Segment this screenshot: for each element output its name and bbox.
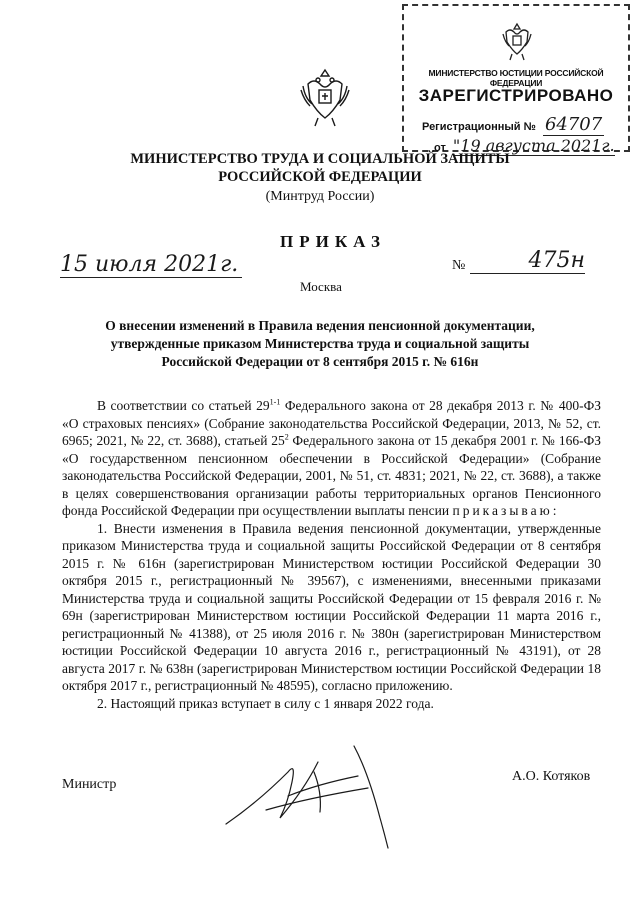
signature-position: Министр	[62, 777, 117, 792]
subject-line2: утвержденные приказом Министерства труда и социальной защиты	[110, 336, 530, 351]
ministry-line2: РОССИЙСКОЙ ФЕДЕРАЦИИ	[218, 169, 422, 185]
stamp-registered-label: ЗАРЕГИСТРИРОВАНО	[418, 86, 614, 105]
subject-line3: Российской Федерации от 8 сентября 2015 г. № 616н	[161, 354, 479, 369]
order-number-label: №	[452, 258, 466, 273]
ministry-short: (Минтруд России)	[265, 189, 375, 204]
coat-of-arms-icon	[500, 20, 534, 62]
stamp-number-row	[404, 114, 628, 135]
order-date: 15 июля 2021г.	[60, 252, 242, 278]
order-body	[62, 397, 601, 712]
order-city: Москва	[300, 279, 342, 294]
ministry-line1: МИНИСТЕРСТВО ТРУДА И СОЦИАЛЬНОЙ ЗАЩИТЫ	[130, 151, 510, 167]
paragraph-item-1: 1. Внести изменения в Правила ведения пенсионной документации, утвержденные приказом Министерства труда и социальной защиты Российской Федерации от 8 сентября 2015 г. № 616н (зарегистрирован Министерством юстиции Российской Федерации 30 октября 2015 г., регистрационный № 39567), с изменениями, внесенными приказами Министерства труда и социальной защиты Российской Федерации от 15 февраля 2016 г. № 69н (зарегистрирован Министерством юстиции Российской Федерации 11 марта 2016 г., регистрационный № 41388), от 25 июля 2016 г. № 380н (зарегистрирован Министерством юстиции Российской Федерации 10 августа 2016 г., регистрационный № 43191), от 28 августа 2017 г. № 638н (зарегистрирован Министерством юстиции Российской Федерации 18 октября 2017 г., регистрационный № 48595), согласно приложению.	[62, 520, 601, 693]
order-number-value: 475н	[470, 248, 585, 274]
coat-of-arms-icon	[300, 66, 350, 128]
stamp-number-value: 64707	[544, 114, 603, 135]
subject-line1: О внесении изменений в Правила ведения пенсионной документации,	[105, 318, 535, 333]
stamp-date-value: "19 августа 2021г.	[452, 136, 615, 155]
stamp-number-label: Регистрационный №	[422, 121, 536, 133]
handwritten-signature	[218, 732, 418, 852]
order-subject	[40, 317, 600, 371]
stamp-date-prefix: от	[434, 142, 446, 154]
registration-stamp	[402, 4, 630, 155]
paragraph-preamble: В соответствии со статьей 29$^{1-1}$ Федерального закона от 28 декабря 2013 г. № 400-ФЗ «О страховых пенсиях» (Собрание законодательства Российской Федерации, 2013, № 52, ст. 6965; 2021, № 22, ст. 3688), статьей $25^2$ Федерального закона от 15 декабря 2001 г. № 166-ФЗ «О государственном пенсионном обеспечении в Российской Федерации» (Собрание законодательства Российской Федерации, 2001, № 51, ст. 4831; 2021, № 22, ст. 3688), а также в целях совершенствования организации работы территориальных органов Пенсионного фонда Российской Федерации при осуществлении выплаты пенсии приказываю:	[62, 397, 602, 518]
order-title: ПРИКАЗ	[280, 232, 386, 251]
stamp-ministry: МИНИСТЕРСТВО ЮСТИЦИИ РОССИЙСКОЙ ФЕДЕРАЦИИ	[428, 68, 604, 88]
signature-name: А.О. Котяков	[512, 769, 591, 784]
ministry-title	[0, 150, 640, 206]
paragraph-item-2: 2. Настоящий приказ вступает в силу с 1 января 2022 года.	[97, 695, 434, 711]
